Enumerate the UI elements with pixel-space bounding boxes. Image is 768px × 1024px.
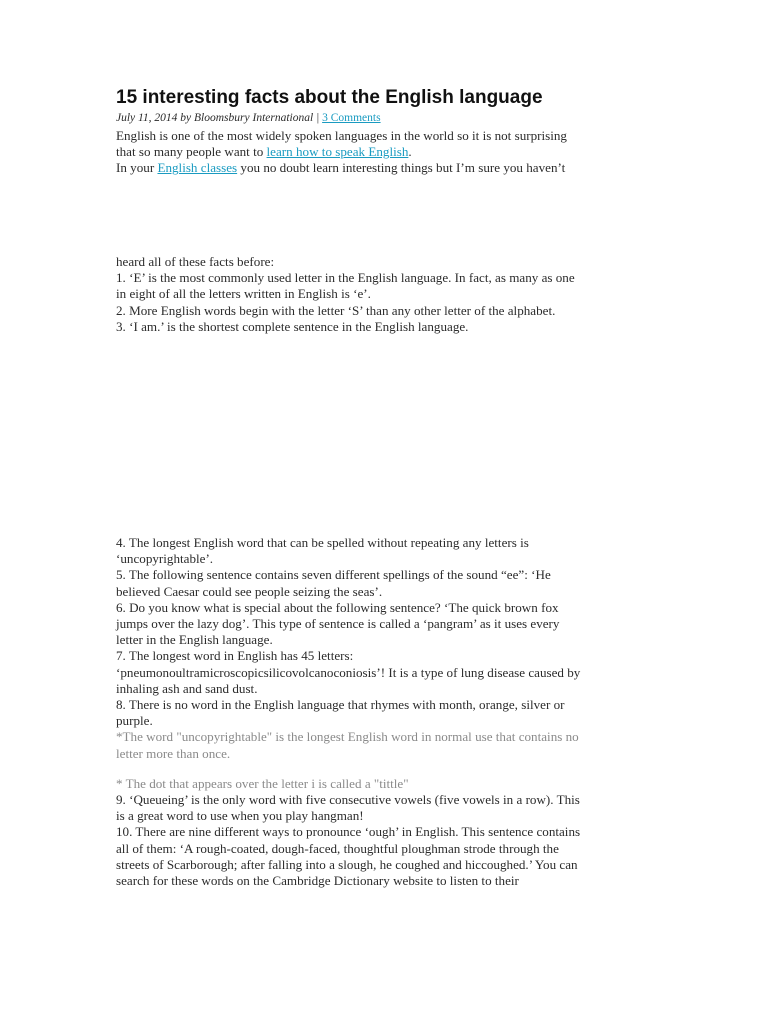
- article-meta: [116, 111, 381, 126]
- fact-9-cont: is a great word to use when you play hangman!: [116, 808, 364, 824]
- fact-6-cont: letter in the English language.: [116, 632, 273, 648]
- english-classes-link[interactable]: English classes: [157, 160, 238, 176]
- fact-6: 6. Do you know what is special about the following sentence? ‘The quick brown fox: [116, 599, 559, 615]
- intro-text: In your: [116, 160, 158, 176]
- fact-8: 8. There is no word in the English language that rhymes with month, orange, silver or: [116, 697, 565, 713]
- fact-2: 2. More English words begin with the letter ‘S’ than any other letter of the alphabet.: [116, 302, 556, 318]
- intro-paragraph: [116, 128, 656, 177]
- fact-6-cont: jumps over the lazy dog’. This type of sentence is called a ‘pangram’ as it uses every: [116, 616, 560, 632]
- fact-9: 9. ‘Queueing’ is the only word with five consecutive vowels (five vowels in a row). This: [116, 792, 580, 808]
- fact-4-cont: ‘uncopyrightable’.: [116, 551, 214, 567]
- article-title: 15 interesting facts about the English language: [116, 87, 543, 108]
- fact-7-cont: inhaling ash and sand dust.: [116, 680, 258, 696]
- fact-7: 7. The longest word in English has 45 letters:: [116, 648, 354, 664]
- fact-3: 3. ‘I am.’ is the shortest complete sentence in the English language.: [116, 318, 469, 334]
- intro-line: English is one of the most widely spoken languages in the world so it is not surprising: [116, 128, 567, 143]
- facts-intro-line: heard all of these facts before:: [116, 254, 275, 269]
- fact-8-cont: purple.: [116, 713, 153, 729]
- comments-link[interactable]: 3 Comments: [322, 112, 381, 124]
- fact-1-cont: in eight of all the letters written in English is ‘e’.: [116, 286, 371, 302]
- note-uncopyrightable-cont: letter more than once.: [116, 745, 231, 761]
- intro-text: .: [408, 144, 412, 160]
- facts-1-3: [116, 254, 656, 335]
- fact-5: 5. The following sentence contains seven different spellings of the sound “ee”: ‘He: [116, 567, 551, 583]
- fact-10: 10. There are nine different ways to pronounce ‘ough’ in English. This sentence contains: [116, 824, 581, 840]
- blank-line: [116, 762, 656, 776]
- learn-english-link[interactable]: learn how to speak English: [266, 144, 409, 160]
- intro-text: you no doubt learn interesting things but I’m sure you haven’t: [237, 160, 566, 176]
- note-uncopyrightable: *The word "uncopyrightable" is the longest English word in normal use that contains no: [116, 729, 579, 745]
- meta-separator: |: [313, 112, 323, 124]
- fact-1: 1. ‘E’ is the most commonly used letter in the English language. In fact, as many as one: [116, 270, 575, 286]
- intro-line: [116, 160, 656, 176]
- fact-10-cont: all of them: ‘A rough-coated, dough-faced, thoughtful ploughman strode through the: [116, 840, 559, 856]
- intro-line: [116, 144, 656, 160]
- date-author: July 11, 2014 by Bloomsbury International: [116, 112, 314, 124]
- fact-10-cont: streets of Scarborough; after falling into a slough, he coughed and hiccoughed.’ You can: [116, 856, 578, 872]
- intro-text: that so many people want to: [116, 144, 267, 160]
- fact-5-cont: believed Caesar could see people seizing the seas’.: [116, 583, 383, 599]
- note-tittle: * The dot that appears over the letter i is called a "tittle": [116, 775, 409, 791]
- fact-7-cont: ‘pneumonoultramicroscopicsilicovolcanoconiosis’! It is a type of lung disease caused by: [116, 664, 581, 680]
- facts-4-10: [116, 535, 656, 889]
- fact-10-cont: search for these words on the Cambridge Dictionary website to listen to their: [116, 873, 519, 889]
- fact-4: 4. The longest English word that can be spelled without repeating any letters is: [116, 535, 529, 550]
